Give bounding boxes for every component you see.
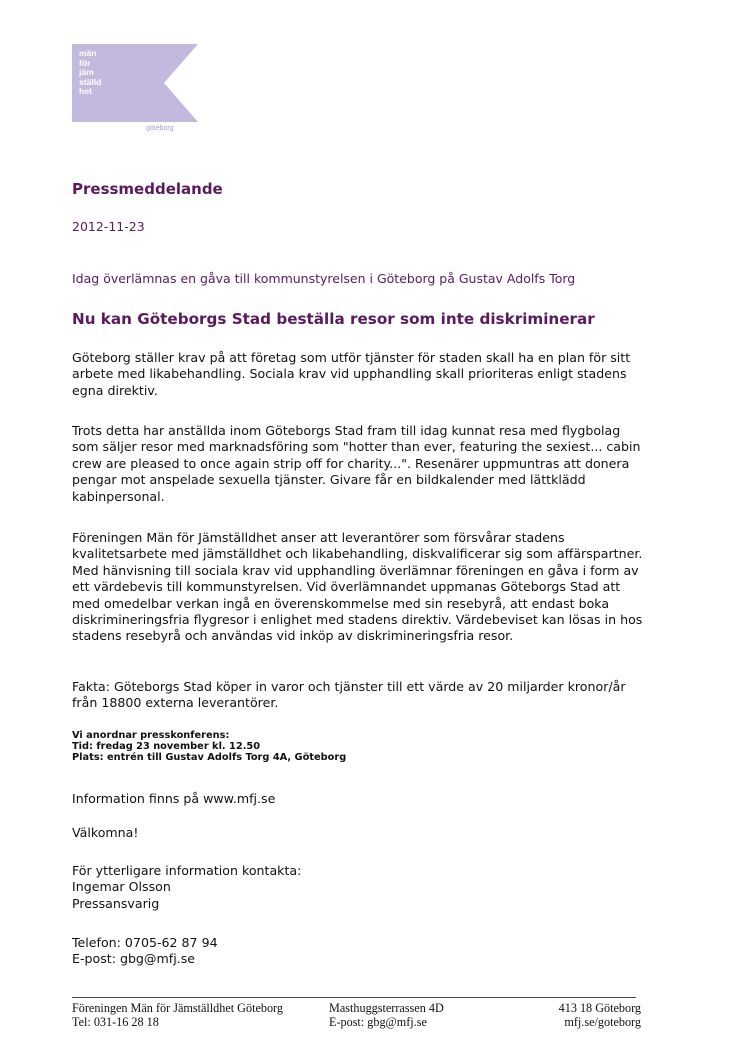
- paragraph-line: Göteborg ställer krav på att företag som utför tjänster för staden skall ha en plan för sitt: [72, 350, 631, 365]
- paragraph-line: från 18800 externa leverantörer.: [72, 695, 279, 711]
- contact-intro: För ytterligare information kontakta:: [72, 863, 302, 878]
- footer-divider: [72, 997, 636, 998]
- paragraph-line: arbete med likabehandling. Sociala krav vid upphandling skall prioriteras enligt stadens: [72, 366, 627, 382]
- footer-line: Tel: 031-16 28 18: [72, 1015, 159, 1029]
- conference-time: Tid: fredag 23 november kl. 12.50: [72, 741, 261, 752]
- contact-role: Pressansvarig: [72, 895, 160, 911]
- conference-place: Plats: entrén till Gustav Adolfs Torg 4A, Göteborg: [72, 752, 347, 763]
- document-type-heading: Pressmeddelande: [72, 180, 223, 198]
- logo-line: män: [79, 48, 97, 58]
- paragraph-line: kabinpersonal.: [72, 488, 165, 504]
- contact-name: Ingemar Olsson: [72, 879, 171, 895]
- footer-organization: [72, 1001, 283, 1029]
- logo-line: jäm: [79, 67, 94, 78]
- paragraph-line: som säljer resor med marknadsföring som "hotter than ever, featuring the sexiest... cabin: [72, 439, 641, 455]
- paragraph-line: egna direktiv.: [72, 382, 158, 398]
- press-conference-block: [72, 730, 346, 763]
- footer-line: Föreningen Män för Jämställdhet Göteborg: [72, 1001, 283, 1015]
- logo-line: het: [79, 86, 92, 97]
- logo-wordmark: [79, 49, 101, 97]
- paragraph-line: Fakta: Göteborgs Stad köper in varor och tjänster till ett värde av 20 miljarder kronor/år: [72, 679, 626, 694]
- paragraph-line: med omedelbar verkan ingå en överenskommelse med sin resebyrå, att endast boka: [72, 595, 610, 611]
- facts-paragraph: [72, 679, 672, 712]
- press-headline: Nu kan Göteborgs Stad beställa resor som inte diskriminerar: [72, 310, 595, 328]
- logo-line: ställd: [79, 76, 102, 87]
- contact-email: E-post: gbg@mfj.se: [72, 951, 196, 967]
- contact-block: [72, 863, 301, 912]
- contact-details: [72, 935, 218, 968]
- footer-line: E-post: gbg@mfj.se: [329, 1015, 427, 1029]
- footer-line: Masthuggsterrassen 4D: [329, 1001, 444, 1015]
- footer-city-web: [530, 1001, 641, 1029]
- release-date: 2012-11-23: [72, 219, 145, 234]
- paragraph-line: Med hänvisning till sociala krav vid upphandling överlämnar föreningen en gåva i form av: [72, 562, 639, 578]
- footer-address: [329, 1001, 444, 1029]
- logo-line: för: [79, 57, 91, 68]
- footer-line: mfj.se/goteborg: [564, 1015, 641, 1029]
- paragraph-line: ett värdebevis till kommunstyrelsen. Vid överlämnandet uppmanas Göteborgs Stad att: [72, 579, 621, 595]
- paragraph-line: Trots detta har anställda inom Göteborgs Stad fram till idag kunnat resa med flygbolag: [72, 423, 621, 438]
- body-paragraph: [72, 530, 672, 645]
- paragraph-line: kvalitetsarbete med jämställdhet och likabehandling, diskvalificerar sig som affärspartner.: [72, 546, 643, 562]
- paragraph-line: Föreningen Män för Jämställdhet anser att leverantörer som försvårar stadens: [72, 530, 565, 545]
- paragraph-line: crew are pleased to once again strip off for charity...". Resenärer uppmuntras att donera: [72, 455, 630, 471]
- welcome-line: Välkomna!: [72, 825, 139, 840]
- logo-city: göteborg: [146, 125, 174, 132]
- organization-logo: [72, 44, 198, 134]
- conference-title: Vi anordnar presskonferens:: [72, 730, 230, 741]
- info-line: Information finns på www.mfj.se: [72, 791, 276, 806]
- body-paragraph: [72, 350, 672, 399]
- contact-phone: Telefon: 0705-62 87 94: [72, 935, 218, 950]
- paragraph-line: pengar mot anspelade sexuella tjänster. Givare får en bildkalender med lättklädd: [72, 472, 586, 488]
- intro-line: Idag överlämnas en gåva till kommunstyrelsen i Göteborg på Gustav Adolfs Torg: [72, 271, 576, 286]
- paragraph-line: diskrimineringsfria flygresor i enlighet med stadens direktiv. Värdebeviset kan lösas in hos: [72, 612, 643, 628]
- body-paragraph: [72, 423, 672, 505]
- paragraph-line: stadens resebyrå och användas vid inköp av diskrimineringsfria resor.: [72, 628, 514, 644]
- footer-line: 413 18 Göteborg: [558, 1001, 641, 1015]
